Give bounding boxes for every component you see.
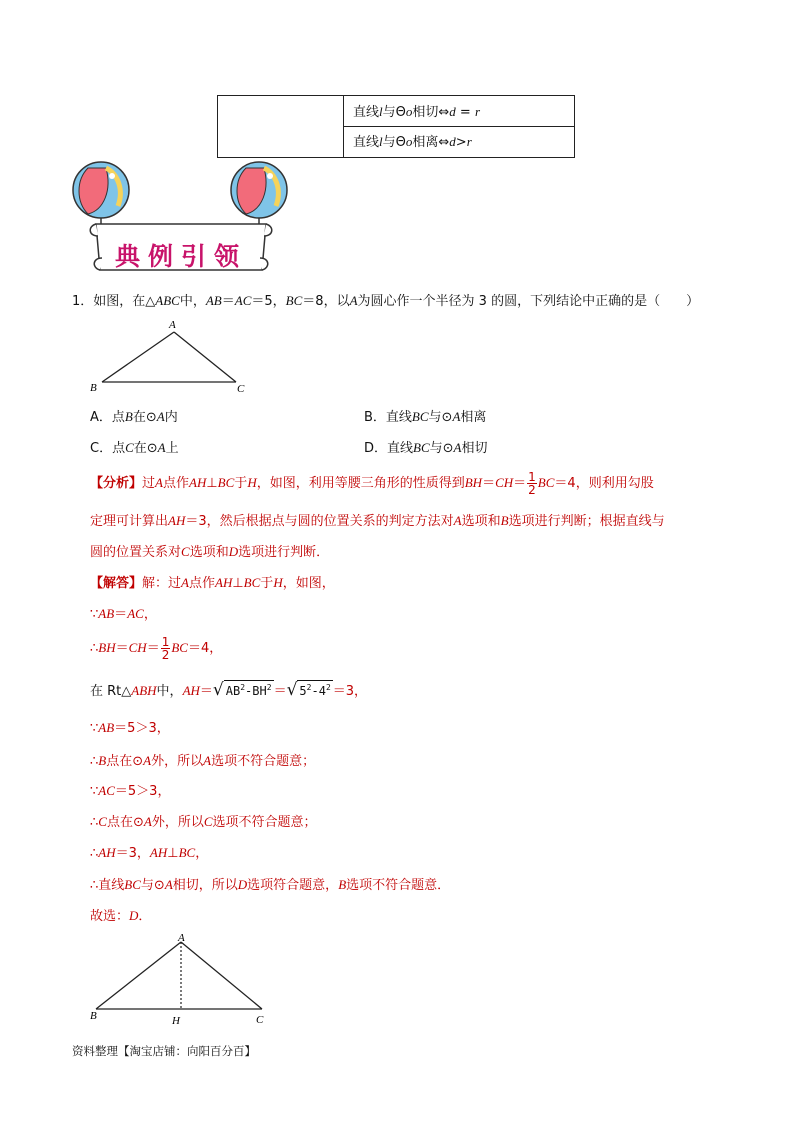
table-var: d: [449, 104, 456, 119]
s-var: A: [164, 877, 173, 892]
s-text: 故选：: [90, 909, 130, 924]
s-text: 选项不符合题意；: [212, 815, 317, 830]
s-text: ＝4，: [187, 641, 223, 656]
analysis-line-2: [90, 510, 665, 529]
s-text: ∵: [90, 607, 99, 622]
s-text: 与⊙: [140, 878, 165, 893]
s-var: AB: [98, 720, 115, 735]
vertex-label-b: B: [90, 382, 97, 394]
radical-sign: √: [286, 680, 298, 700]
q-text: ＝: [221, 294, 235, 309]
analysis-line-1: [90, 471, 654, 496]
opt-text: 上: [165, 441, 179, 456]
table-var: l: [379, 104, 383, 119]
q-var: AC: [234, 293, 252, 308]
q-text: 为圆心作一个半径为 3 的圆，下列结论中正确的是（ ）: [357, 294, 700, 309]
footer-source: 资料整理【淘宝店铺：向阳百分百】: [72, 1044, 256, 1058]
s-text: 选项符合题意，: [247, 878, 339, 893]
q-var: AB: [205, 293, 222, 308]
vertex-label-c: C: [256, 1014, 264, 1026]
table-text: 直线: [353, 105, 380, 120]
table-text: 与Θ: [382, 105, 406, 120]
s-text: ＝5＞3，: [114, 784, 171, 799]
s-var: C: [98, 814, 107, 829]
s-text: 于: [260, 576, 274, 591]
a-var: C: [181, 544, 190, 559]
banner-title: 典例引领: [115, 242, 248, 271]
a-text: 选项进行判断．: [238, 545, 330, 560]
solution-line-1: [90, 572, 335, 591]
solution-line-5: [90, 717, 170, 736]
s-text: 外，所以: [151, 754, 204, 769]
s-var: CH: [128, 640, 147, 655]
s-var: H: [273, 575, 283, 590]
solution-line-11: [90, 905, 151, 924]
triangle-figure-2: [86, 930, 276, 1030]
fraction-den: 2: [161, 648, 170, 662]
table-text: 与Θ: [382, 135, 406, 150]
s-var: A: [143, 753, 152, 768]
s-text: ∴: [90, 754, 99, 769]
opt-var: A: [453, 440, 462, 455]
radicand-part: -4: [311, 684, 326, 698]
s-text: 中，: [156, 684, 183, 699]
s-var: C: [203, 814, 213, 829]
relation-table: [217, 95, 575, 158]
q-text: ＝8，以: [302, 294, 350, 309]
a-text: 选项和: [461, 514, 501, 529]
a-text: 过: [142, 476, 156, 491]
s-var: BH: [98, 640, 116, 655]
opt-var: B: [124, 409, 133, 424]
table-op: =: [455, 105, 475, 120]
s-text: 外，所以: [151, 815, 204, 830]
solution-line-4: [90, 680, 367, 700]
analysis-tag: 【分析】: [90, 476, 143, 491]
s-text: ＝: [114, 607, 128, 622]
s-text: 相切，所以: [172, 878, 238, 893]
a-var: AH: [168, 513, 186, 528]
table-text: 相离⇔: [412, 135, 450, 150]
table-var: r: [466, 134, 472, 149]
s-var: A: [203, 753, 212, 768]
s-var: AH: [98, 845, 116, 860]
a-text: ，如图，利用等腰三角形的性质得到: [256, 476, 465, 491]
s-text: ＝: [115, 641, 129, 656]
s-var: AC: [98, 783, 115, 798]
a-var: BC: [217, 475, 235, 490]
analysis-line-3: [90, 541, 329, 560]
vertex-label-a: A: [169, 319, 176, 331]
table-row-tangent: [344, 96, 574, 127]
vertex-label-h: H: [172, 1015, 180, 1027]
a-text: ⊥: [206, 476, 218, 491]
radicand-part: 5: [299, 684, 307, 698]
option-c[interactable]: [90, 437, 179, 456]
radicand-1: $AB^2-BH^2$: [224, 680, 274, 698]
s-text: ∵: [90, 721, 99, 736]
a-text: 选项进行判断；根据直线与: [508, 514, 665, 529]
opt-var: BC: [413, 440, 430, 455]
a-var: H: [247, 475, 257, 490]
opt-var: A: [156, 409, 165, 424]
s-var: BC: [124, 877, 141, 892]
opt-text: C．点: [90, 441, 126, 456]
a-text: 点作: [162, 476, 189, 491]
a-text: 定理可计算出: [90, 514, 169, 529]
q-var: ABC: [155, 293, 180, 308]
solution-line-10: [90, 874, 450, 893]
s-var: BC: [243, 575, 261, 590]
s-var: BC: [171, 640, 188, 655]
s-var: D: [237, 877, 248, 892]
vertex-label-b: B: [90, 1010, 97, 1022]
s-text: ，: [143, 607, 157, 622]
table-row-separate: [344, 127, 574, 157]
s-text: 点作: [188, 576, 215, 591]
fraction: [527, 471, 537, 496]
radicand-part: -BH: [245, 684, 267, 698]
s-text: ⊥: [167, 846, 179, 861]
opt-text: 与⊙: [428, 410, 453, 425]
s-text: 点在⊙: [106, 815, 144, 830]
radical-sign: √: [212, 680, 224, 700]
s-text: 选项不符合题意；: [211, 754, 316, 769]
question-number: 1．: [72, 294, 94, 309]
s-var: AH: [182, 683, 200, 698]
a-text: ＝: [482, 476, 496, 491]
triangle-figure-1: [84, 318, 254, 396]
s-var: ABH: [131, 683, 157, 698]
opt-text: A．点: [90, 410, 125, 425]
a-text: 于: [234, 476, 248, 491]
a-text: ＝4，则利用勾股: [554, 476, 654, 491]
a-var: A: [155, 475, 163, 490]
solution-line-8: [90, 811, 317, 830]
s-text: ＝: [146, 641, 160, 656]
table-var: o: [405, 104, 413, 119]
option-d[interactable]: [364, 437, 488, 456]
opt-text: 内: [164, 410, 178, 425]
table-op: >: [455, 135, 467, 150]
s-text: ＝3，: [115, 846, 150, 861]
q-text: 如图，在△: [93, 294, 156, 309]
q-text: ＝5，: [251, 294, 286, 309]
solution-line-7: [90, 780, 170, 799]
s-text: ⊥: [232, 576, 244, 591]
vertex-label-c: C: [237, 383, 245, 395]
s-text: 选项不符合题意．: [346, 878, 451, 893]
s-var: BC: [178, 845, 196, 860]
radicand-part: AB: [225, 684, 241, 698]
opt-text: B．直线: [364, 410, 412, 425]
opt-var: A: [157, 440, 166, 455]
opt-var: BC: [411, 409, 429, 424]
s-text: ．: [138, 909, 152, 924]
q-var: A: [349, 293, 358, 308]
s-var: B: [338, 877, 347, 892]
table-text: 直线: [353, 135, 380, 150]
a-text: ＝3，然后根据点与圆的位置关系的判定方法对: [185, 514, 454, 529]
opt-text: 与⊙: [429, 441, 454, 456]
s-text: 在 Rt△: [90, 684, 132, 699]
opt-text: 在⊙: [132, 410, 157, 425]
radicand-2: $5^2-4^2$: [297, 680, 332, 698]
option-a[interactable]: [90, 406, 178, 425]
table-var: r: [474, 104, 481, 119]
a-var: AH: [189, 475, 207, 490]
opt-text: D．直线: [364, 441, 414, 456]
s-text: ，: [195, 846, 209, 861]
s-text: ＝3，: [332, 684, 368, 699]
solution-line-6: [90, 750, 315, 769]
s-var: D: [129, 908, 139, 923]
s-var: A: [143, 814, 152, 829]
a-var: BH: [464, 475, 483, 490]
a-var: B: [500, 513, 509, 528]
s-text: ∴: [90, 641, 99, 656]
question-stem: [72, 290, 699, 309]
q-text: 中，: [179, 294, 206, 309]
s-var: B: [98, 753, 107, 768]
s-text: ＝5＞3，: [114, 721, 170, 736]
a-text: 圆的位置关系对: [90, 545, 182, 560]
opt-var: A: [452, 409, 461, 424]
s-var: AB: [98, 606, 115, 621]
opt-text: 在⊙: [133, 441, 158, 456]
opt-var: C: [125, 440, 134, 455]
table-text: 相切⇔: [412, 105, 450, 120]
s-text: ∵: [90, 784, 99, 799]
table-var: l: [379, 134, 383, 149]
fraction-num: 1: [161, 635, 170, 649]
a-var: A: [453, 513, 462, 528]
a-var: BC: [537, 475, 555, 490]
s-var: A: [181, 575, 189, 590]
s-var: AC: [127, 606, 144, 621]
table-empty-cell: [218, 96, 344, 157]
option-b[interactable]: [364, 406, 486, 425]
opt-text: 相切: [461, 441, 488, 456]
solution-line-9: [90, 842, 208, 861]
s-text: ∴: [90, 846, 99, 861]
fraction-den: 2: [528, 483, 536, 497]
solution-tag: 【解答】: [90, 576, 143, 591]
fraction: [161, 636, 171, 661]
q-var: BC: [285, 293, 303, 308]
a-text: ＝: [513, 476, 527, 491]
a-text: 选项和: [189, 545, 229, 560]
solution-line-3: [90, 636, 222, 661]
s-text: ∴直线: [90, 878, 125, 893]
solution-line-2: [90, 603, 157, 622]
s-text: ＝: [273, 684, 287, 699]
a-var: CH: [495, 475, 514, 490]
s-text: ，如图，: [282, 576, 335, 591]
table-var: d: [449, 134, 456, 149]
s-var: AH: [215, 575, 233, 590]
table-var: o: [405, 134, 413, 149]
a-var: D: [228, 544, 239, 559]
s-text: ∴: [90, 815, 99, 830]
s-text: ＝: [199, 684, 213, 699]
opt-text: 相离: [460, 410, 487, 425]
s-text: 解：过: [142, 576, 182, 591]
vertex-label-a: A: [178, 932, 185, 944]
s-text: 点在⊙: [106, 754, 144, 769]
s-var: AH: [149, 845, 168, 860]
fraction-num: 1: [528, 470, 536, 484]
